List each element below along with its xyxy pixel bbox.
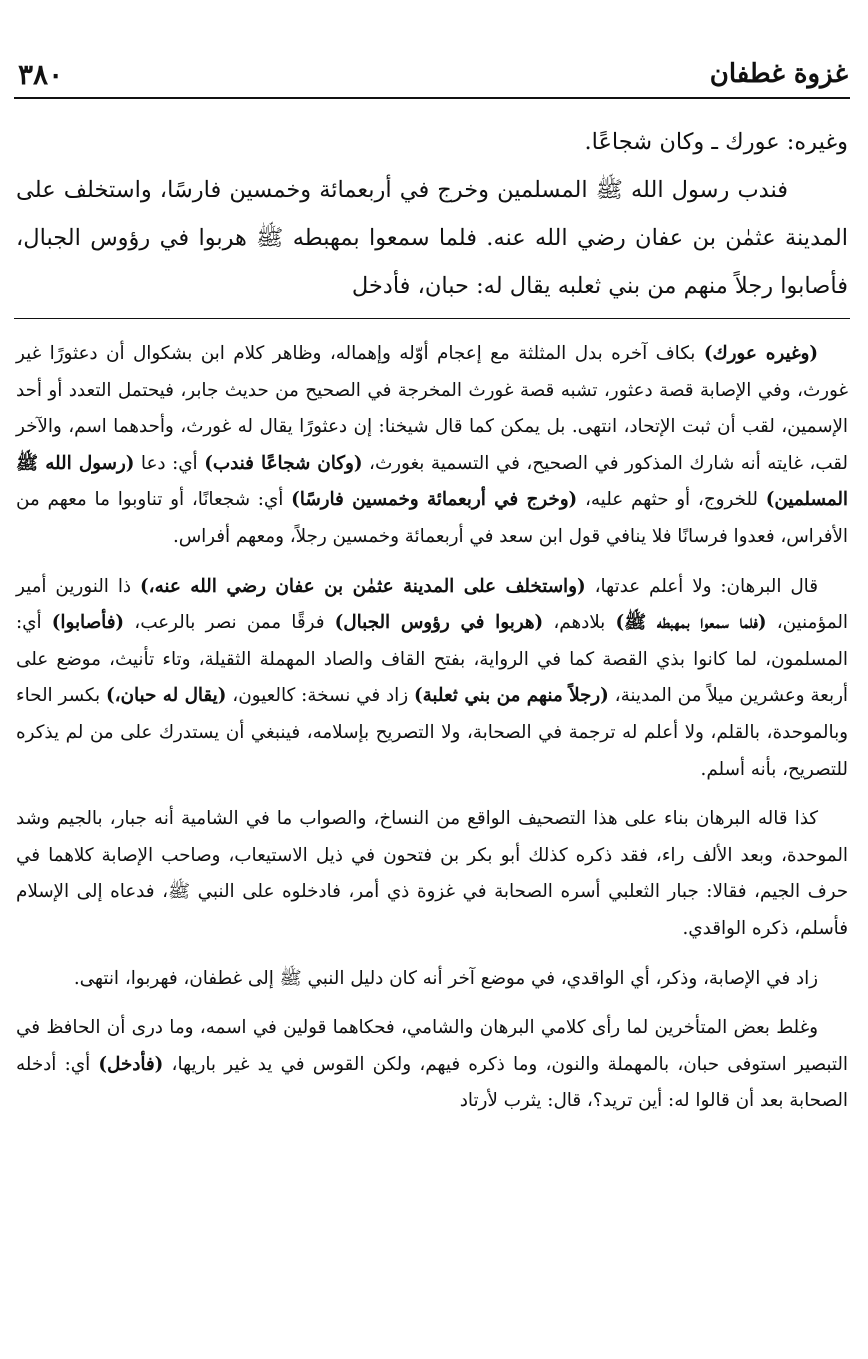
commentary-separator — [14, 318, 850, 319]
commentary-paragraph — [16, 569, 848, 789]
commentary-text: أي: أدخله الصحابة بعد أن قالوا له: أين تريد؟، قال: يثرب لأرتاد — [16, 1053, 848, 1112]
quoted-matn: (رجلاً منهم من بني ثعلبة) — [413, 685, 609, 707]
commentary-text: للخروج، أو حثهم عليه، — [577, 489, 766, 511]
quoted-matn: (وكان شجاعًا فندب) — [204, 452, 363, 474]
quoted-matn: (وخرج في أربعمائة وخمسين فارسًا) — [291, 489, 578, 511]
commentary — [16, 336, 848, 1133]
quoted-matn: (رسول الله ﷺ المسلمين) — [16, 452, 849, 511]
commentary-text: بكسر الحاء وبالموحدة، بالقلم، ولا أعلم له ترجمة في الصحابة، ولا التصريح بإسلامه، فينبغي أن يستدرك على من لم يذكره للتصريح، بأنه أسلم. — [16, 685, 848, 780]
quoted-matn: (فلما سمعوا بمهبطه ﷺ) — [615, 612, 767, 634]
page-header — [18, 52, 848, 96]
commentary-text: كذا قاله البرهان بناء على هذا التصحيف الواقع من النساخ، والصواب ما في الشامية أنه جبار، بالجيم وشد الموحدة، وبعد الألف راء، فقد ذكره كذلك أبو بكر بن فتحون في ذيل الاستيعاب، وصاحب الإصابة كلاهما في حرف الجيم، فقالا: جبار الثعلبي أسره الصحابة في غزوة ذي أمر، فادخلوه على النبي ﷺ، فدعاه إلى الإسلام فأسلم، ذكره الواقدي. — [16, 808, 848, 939]
commentary-text: وغلط بعض المتأخرين لما رأى كلامي البرهان والشامي، فحكاهما قولين في اسمه، وما درى أن الحافظ في التبصير استوفى حبان، بالمهملة والنون، وما ذكره فيهم، ولكن القوس في يد غير باريها، — [16, 1017, 849, 1075]
commentary-text: بكاف آخره بدل المثلثة مع إعجام أوّله وإهماله، وظاهر كلام ابن بشكوال أن دعثورًا غير غورث، وفي الإصابة قصة دعثور، تشبه قصة غورث المخرجة في الصحيح من حديث جابر، فيحتمل التعدد أو أحد الإسمين، لقب أن ثبت الإتحاد، انتهى. بل يمكن كما قال شيخنا: إن دعثورًا يقال له غورث، وأحدهما اسم، والآخر لقب، غايته أنه شارك المذكور في الصحيح، في التسمية بغورث، — [16, 343, 848, 474]
quoted-matn: (وغيره عورك) — [703, 343, 818, 364]
commentary-paragraph — [16, 961, 848, 998]
quoted-matn: (يقال له حبان،) — [105, 685, 227, 707]
commentary-text: قال البرهان: ولا أعلم عدتها، — [585, 575, 818, 597]
header-rule — [14, 97, 850, 99]
main-text-line: وغيره: عورك ـ وكان شجاعًا. — [584, 129, 848, 155]
commentary-text: فرقًا ممن نصر بالرعب، — [124, 612, 335, 634]
main-text — [16, 118, 848, 310]
quoted-matn: (فأصابوا) — [51, 612, 125, 634]
running-title: غزوة غطفان — [709, 59, 848, 89]
quoted-matn: (هربوا في رؤوس الجبال) — [334, 612, 544, 634]
commentary-text: ذا النورين أمير المؤمنين، — [16, 575, 849, 634]
page-number: ٣٨٠ — [18, 57, 64, 91]
quoted-matn: (واستخلف على المدينة عثمٰن بن عفان رضي الله عنه،) — [140, 575, 586, 597]
commentary-text: أي: المسلمون، لما كانوا بذي القصة كما في الرواية، بفتح القاف والصاد المهملة الثقيلة، وتاء تأنيث، موضع على أربعة وعشرين ميلاً من المدينة، — [16, 612, 848, 707]
commentary-text: زاد في الإصابة، وذكر، أي الواقدي، في موضع آخر أنه كان دليل النبي ﷺ إلى غطفان، فهربوا، انتهى. — [73, 967, 818, 989]
commentary-paragraph — [16, 1010, 848, 1120]
commentary-paragraph — [16, 336, 848, 556]
quoted-matn: (فأدخل) — [98, 1053, 164, 1075]
commentary-text: زاد في نسخة: كالعيون، — [226, 685, 414, 707]
commentary-text: أي: دعا — [134, 452, 205, 474]
commentary-text: بلادهم، — [543, 612, 616, 634]
commentary-paragraph — [16, 801, 848, 947]
main-text-paragraph: فندب رسول الله ﷺ المسلمين وخرج في أربعمائة وخمسين فارسًا، واستخلف على المدينة عثمٰن بن عفان رضي الله عنه. فلما سمعوا بمهبطه ﷺ هربوا في رؤوس الجبال، فأصابوا رجلاً منهم من بني ثعلبه يقال له: حبان، فأدخل — [16, 177, 848, 299]
commentary-text: أي: شجعانًا، أو تناوبوا ما معهم من الأفراس، فعدوا فرسانًا فلا ينافي قول ابن سعد في أربعمائة وخمسين رجلاً، ومعهم أفراس. — [16, 489, 848, 547]
